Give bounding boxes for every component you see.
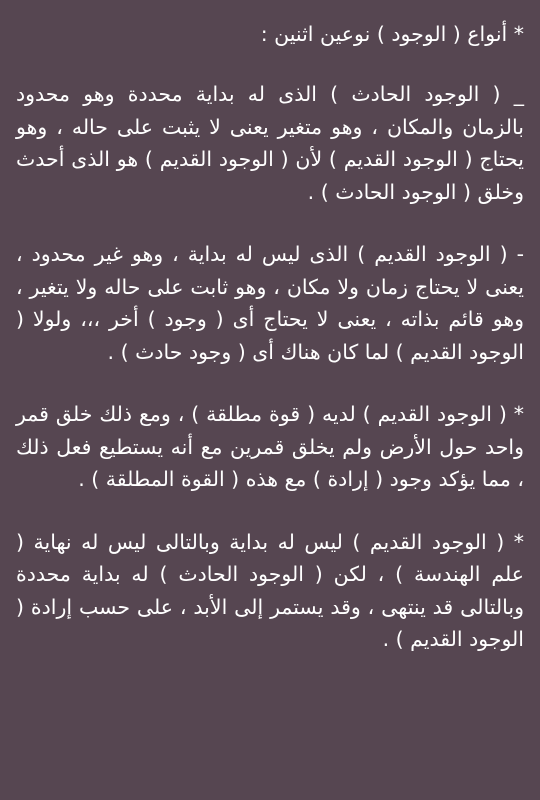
paragraph-beginning-and-end: * ( الوجود القديم ) ليس له بداية وبالتالى ليس له نهاية ( علم الهندسة ) ، لكن ( الوجود الحادث ) له بداية محددة وبالتالى قد ينتهى ، وقد يستمر إلى الأبد ، على حسب إرادة ( الوجود القديم ) . [16,529,524,651]
section-heading: * أنواع ( الوجود ) نوعين اثنين : [260,22,524,46]
paragraph-eternal-existence: - ( الوجود القديم ) الذى ليس له بداية ، وهو غير محدود ، يعنى لا يحتاج زمان ولا مكان ، وهو ثابت على حاله ولا يتغير ، وهو قائم بذاته ، يعنى لا يحتاج أى ( وجود ) أخر ،،، ولولا ( الوجود القديم ) لما كان هناك أى ( وجود حادث ) . [16,242,524,364]
paragraph-contingent-existence: _ ( الوجود الحادث ) الذى له بداية محددة وهو محدود بالزمان والمكان ، وهو متغير يعنى لا يثبت على حاله ، وهو يحتاج ( الوجود القديم ) لأن ( الوجود القديم ) هو الذى أحدث وخلق ( الوجود الحادث ) . [16,82,524,204]
paragraph-absolute-power: * ( الوجود القديم ) لديه ( قوة مطلقة ) ، ومع ذلك خلق قمر واحد حول الأرض ولم يخلق قمرين مع أنه يستطيع فعل ذلك ، مما يؤكد وجود ( إرادة ) مع هذه ( القوة المطلقة ) . [16,402,524,491]
